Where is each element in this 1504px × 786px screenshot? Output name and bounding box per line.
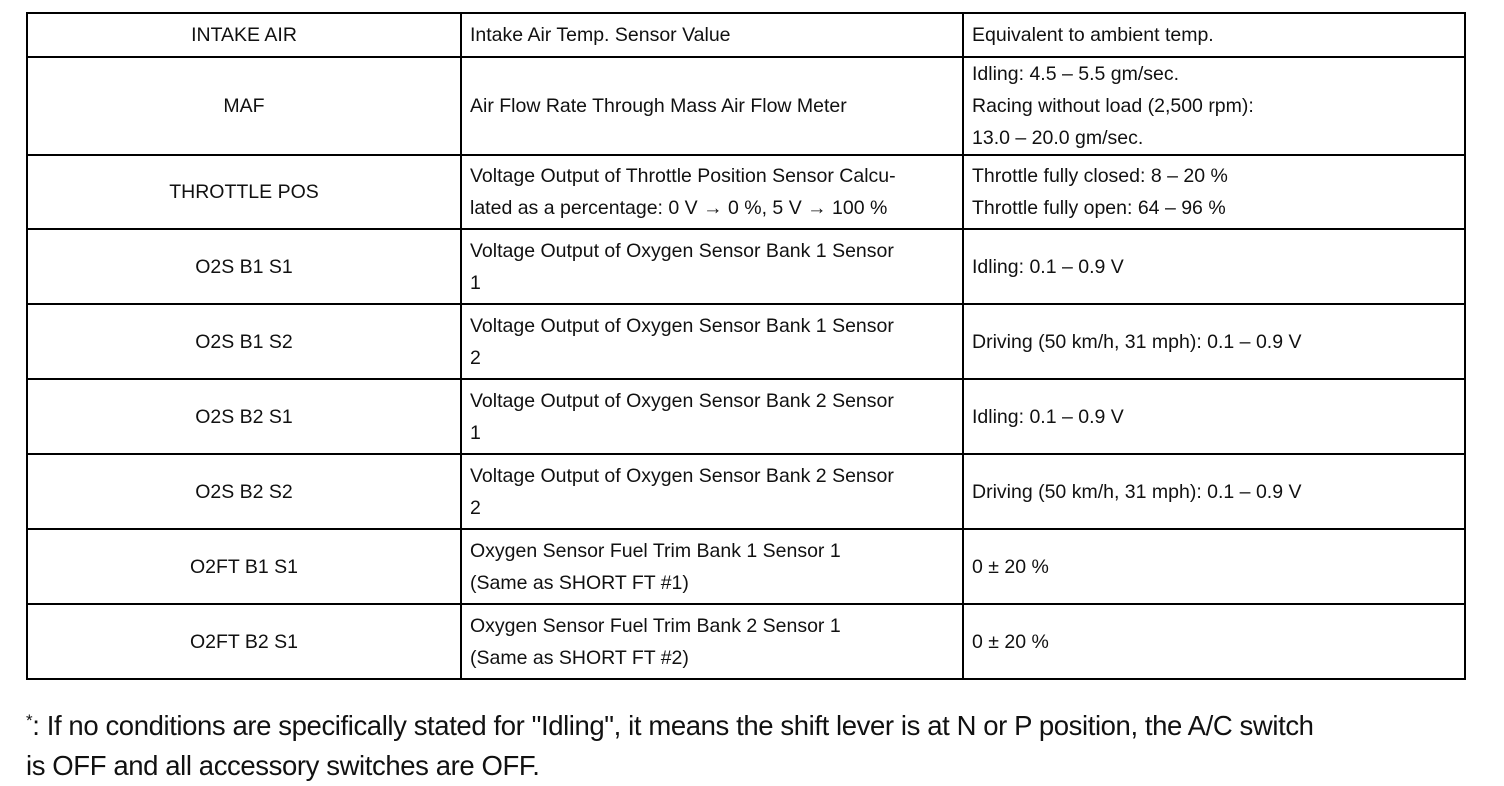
item-label: O2S B2 S1 (195, 405, 293, 428)
data-list-table (26, 12, 1466, 680)
item-cell (27, 229, 461, 304)
condition-line: Idling: 0.1 – 0.9 V (972, 405, 1124, 428)
description-line: 1 (470, 271, 481, 294)
condition-line: 13.0 – 20.0 gm/sec. (972, 127, 1144, 149)
table-row (27, 454, 1465, 529)
condition-cell (963, 529, 1465, 604)
item-cell (27, 57, 461, 155)
condition-line: Throttle fully closed: 8 – 20 % (972, 165, 1228, 187)
description-cell (461, 529, 963, 604)
condition-cell (963, 155, 1465, 229)
condition-line: Racing without load (2,500 rpm): (972, 95, 1254, 117)
description-cell (461, 454, 963, 529)
item-label: O2FT B1 S1 (189, 555, 299, 578)
condition-line: Equivalent to ambient temp. (972, 24, 1214, 46)
table-row (27, 229, 1465, 304)
item-cell (27, 529, 461, 604)
description-line: lated as a percentage: 0 V → 0 %, 5 V → 100 % (470, 197, 888, 219)
table-row (27, 155, 1465, 229)
footnote-line (26, 701, 1486, 746)
description-cell (461, 304, 963, 379)
description-line: 2 (470, 496, 481, 519)
description-line: Voltage Output of Oxygen Sensor Bank 2 Sensor (470, 464, 894, 487)
item-label: O2S B1 S2 (195, 330, 293, 353)
description-line: 1 (470, 421, 481, 444)
condition-line: 0 ± 20 % (972, 630, 1049, 653)
condition-line: 0 ± 20 % (972, 555, 1049, 578)
table-row (27, 304, 1465, 379)
description-cell (461, 604, 963, 679)
description-line: Voltage Output of Oxygen Sensor Bank 1 Sensor (470, 314, 894, 337)
item-cell (27, 13, 461, 57)
condition-cell (963, 604, 1465, 679)
description-line: Oxygen Sensor Fuel Trim Bank 1 Sensor 1 (470, 539, 841, 562)
item-label: O2FT B2 S1 (189, 630, 299, 653)
description-line: Intake Air Temp. Sensor Value (470, 24, 731, 46)
footnote (26, 701, 1486, 786)
table-row (27, 379, 1465, 454)
item-cell (27, 454, 461, 529)
description-cell (461, 57, 963, 155)
description-line: (Same as SHORT FT #1) (470, 571, 689, 594)
condition-line: Driving (50 km/h, 31 mph): 0.1 – 0.9 V (972, 330, 1302, 353)
condition-line: Throttle fully open: 64 – 96 % (972, 197, 1226, 219)
condition-line: Idling: 0.1 – 0.9 V (972, 255, 1124, 278)
table-row (27, 604, 1465, 679)
item-label: O2S B1 S1 (195, 255, 293, 278)
footnote-text: : If no conditions are specifically stated for "Idling", it means the shift lever is at N or P position, the A/C switch (32, 710, 1314, 741)
description-line: Voltage Output of Oxygen Sensor Bank 1 Sensor (470, 239, 894, 262)
footnote-mark: * (26, 711, 33, 730)
condition-cell (963, 229, 1465, 304)
table-row (27, 57, 1465, 155)
item-label: THROTTLE POS (169, 181, 319, 203)
condition-cell (963, 57, 1465, 155)
condition-line: Idling: 4.5 – 5.5 gm/sec. (972, 63, 1180, 85)
description-line: (Same as SHORT FT #2) (470, 646, 689, 669)
table-row (27, 13, 1465, 57)
item-cell (27, 155, 461, 229)
item-label: MAF (223, 95, 265, 117)
description-cell (461, 155, 963, 229)
item-cell (27, 604, 461, 679)
description-cell (461, 229, 963, 304)
item-label: INTAKE AIR (191, 24, 297, 46)
condition-cell (963, 379, 1465, 454)
condition-cell (963, 454, 1465, 529)
description-line: Voltage Output of Throttle Position Sensor Calcu- (470, 165, 896, 187)
description-cell (461, 13, 963, 57)
description-line: Air Flow Rate Through Mass Air Flow Meter (470, 95, 847, 117)
description-line: 2 (470, 346, 481, 369)
description-line: Voltage Output of Oxygen Sensor Bank 2 Sensor (470, 389, 894, 412)
description-cell (461, 379, 963, 454)
condition-line: Driving (50 km/h, 31 mph): 0.1 – 0.9 V (972, 480, 1302, 503)
description-line: Oxygen Sensor Fuel Trim Bank 2 Sensor 1 (470, 614, 841, 637)
item-cell (27, 304, 461, 379)
footnote-line: is OFF and all accessory switches are OFF. (26, 750, 540, 781)
item-label: O2S B2 S2 (195, 480, 293, 503)
condition-cell (963, 304, 1465, 379)
condition-cell (963, 13, 1465, 57)
table-row (27, 529, 1465, 604)
item-cell (27, 379, 461, 454)
